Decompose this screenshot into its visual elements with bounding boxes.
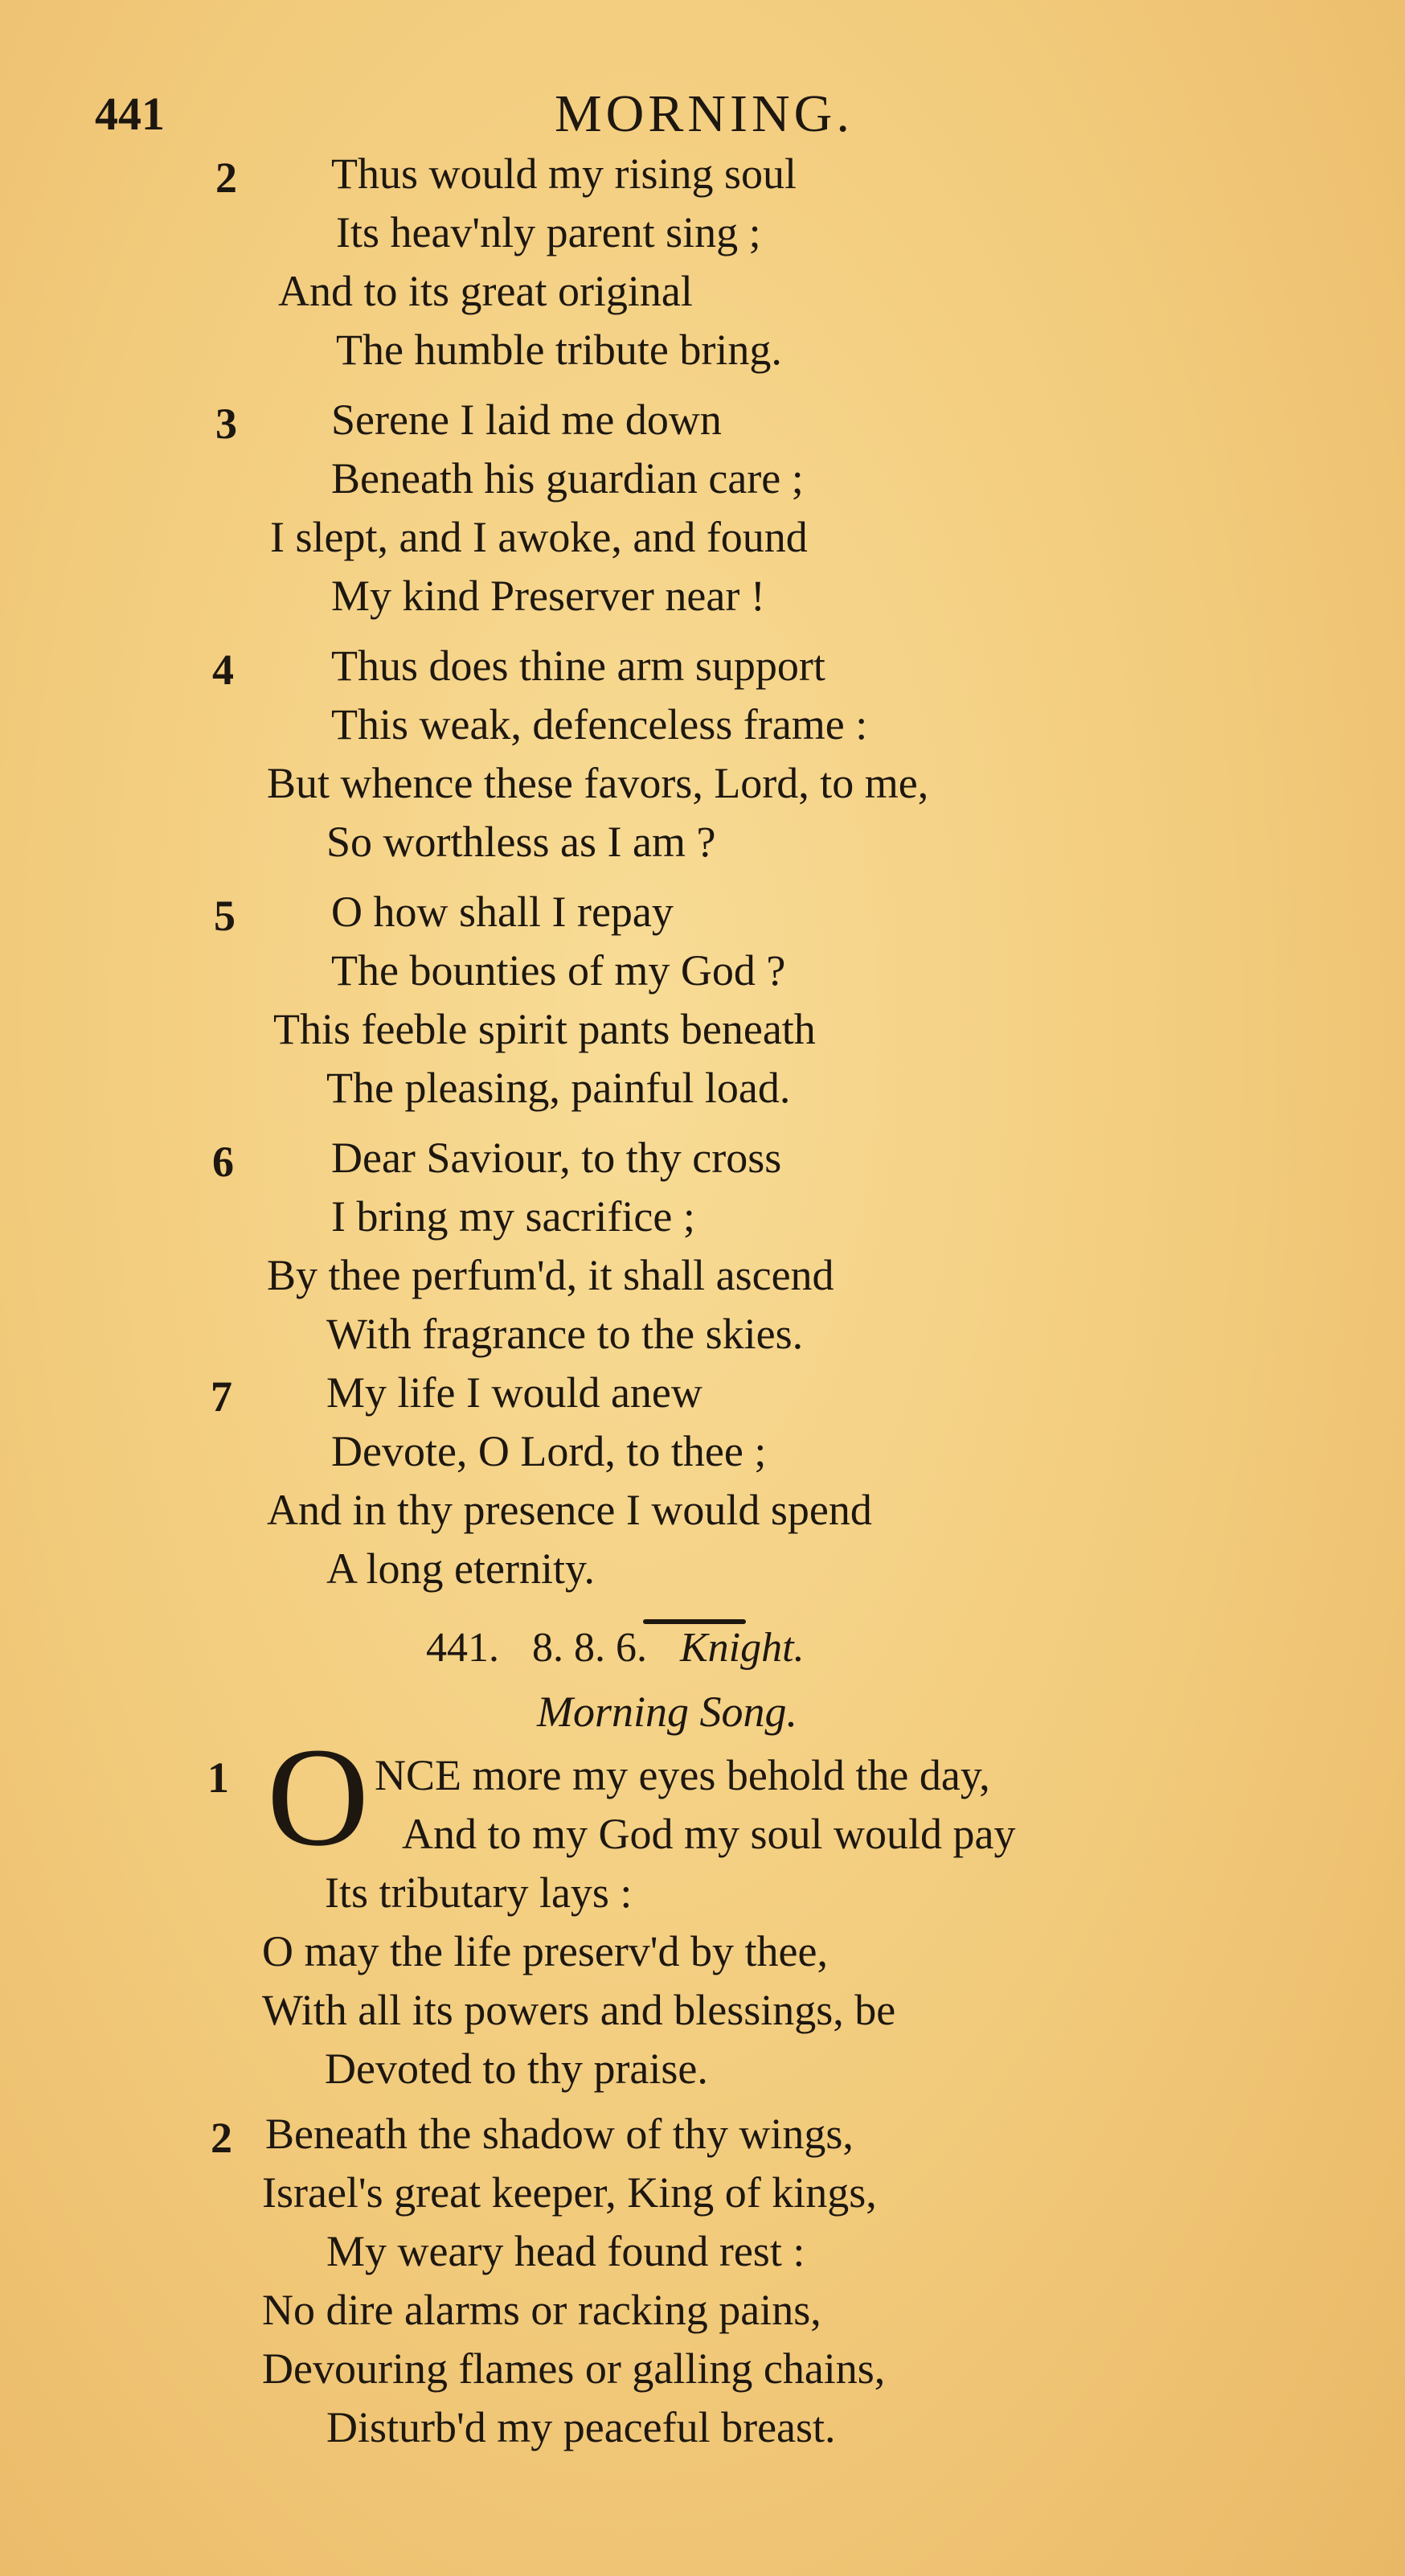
verse-line: Serene I laid me down [331,396,722,444]
stanza-number: 6 [212,1138,234,1186]
verse-line: And to my God my soul would pay [402,1810,1016,1858]
stanza-number: 3 [215,400,237,448]
stanza-number: 2 [215,154,237,202]
running-head: MORNING. [555,84,854,143]
hymn-number: 441. [426,1625,499,1671]
verse-line: A long eternity. [326,1544,595,1593]
verse-line: Dear Saviour, to thy cross [331,1134,782,1182]
verse-line: Beneath the shadow of thy wings, [265,2110,854,2158]
verse-line: Beneath his guardian care ; [331,454,804,502]
verse-line: Disturb'd my peaceful breast. [326,2403,836,2451]
verse-line: Israel's great keeper, King of kings, [262,2168,877,2217]
verse-line: I slept, and I awoke, and found [270,513,808,561]
verse-line: No dire alarms or racking pains, [262,2286,821,2334]
verse-line: O may the life preserv'd by thee, [262,1927,828,1975]
stanza-number: 7 [211,1372,232,1421]
verse-line: Its heav'nly parent sing ; [336,208,761,256]
stanza-number: 1 [207,1754,229,1802]
verse-line: I bring my sacrifice ; [331,1192,695,1241]
verse-line: This feeble spirit pants beneath [273,1005,816,1053]
verse-line: And to its great original [278,267,693,315]
drop-cap: O [267,1719,370,1876]
verse-line: O how shall I repay [331,888,674,936]
verse-line: My life I would anew [326,1368,702,1417]
verse-line: Thus would my rising soul [331,150,797,198]
verse-line: Devoted to thy praise. [325,2045,708,2093]
verse-line: And in thy presence I would spend [267,1486,872,1534]
verse-line: The pleasing, painful load. [326,1064,791,1112]
page-header [0,80,1405,153]
verse-line: Devouring flames or galling chains, [262,2344,886,2393]
stanza-number: 5 [214,892,236,940]
hymn-meter: 8. 8. 6. [532,1625,647,1671]
verse-line: So worthless as I am ? [326,818,716,866]
verse-line: This weak, defenceless frame : [331,700,868,749]
stanza-number: 4 [212,646,234,694]
verse-line: Devote, O Lord, to thee ; [331,1427,767,1475]
verse-line: With fragrance to the skies. [326,1310,804,1358]
verse-line: Its tributary lays : [325,1868,633,1917]
verse-line: My kind Preserver near ! [331,572,765,620]
stanza-number: 2 [211,2114,232,2162]
verse-line: My weary head found rest : [326,2227,805,2275]
verse-line: But whence these favors, Lord, to me, [267,759,929,807]
verse-line: By thee perfum'd, it shall ascend [267,1251,834,1299]
page-number: 441 [95,88,165,140]
verse-line: With all its powers and blessings, be [262,1986,896,2034]
hymn-subtitle: Morning Song. [537,1688,797,1736]
verse-line: The humble tribute bring. [336,326,782,374]
verse-line: The bounties of my God ? [331,946,786,995]
verse-line: Thus does thine arm support [331,642,825,690]
hymn-heading [426,1624,827,1672]
tune-name: Knight. [680,1625,805,1671]
verse-line: NCE more my eyes behold the day, [375,1751,990,1799]
